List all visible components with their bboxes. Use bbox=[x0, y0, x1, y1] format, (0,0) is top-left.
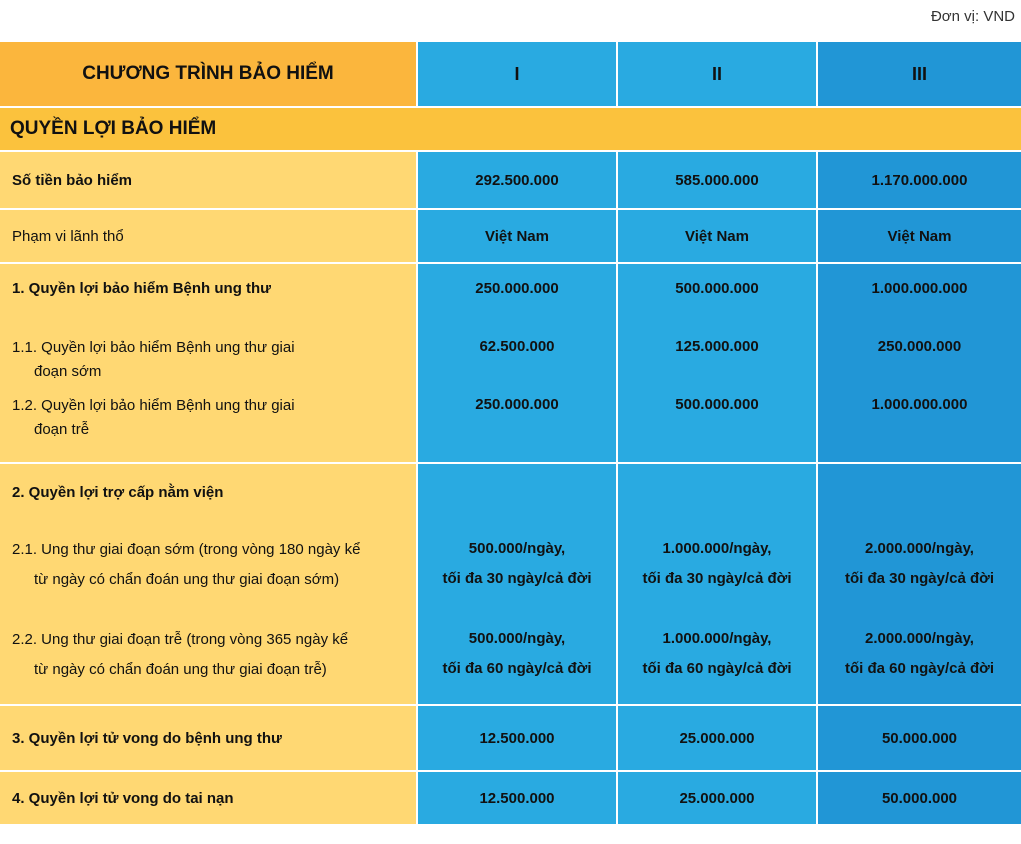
value-line: 1.000.000/ngày, bbox=[662, 540, 772, 557]
value-line: 500.000/ngày, bbox=[468, 540, 566, 557]
sub-label-line: 1.2. Quyền lợi bảo hiểm Bệnh ung thư giai bbox=[12, 397, 295, 414]
value-cell: 12.500.000 bbox=[418, 772, 618, 824]
table-row bbox=[0, 152, 1021, 210]
value-column bbox=[818, 264, 1021, 462]
value-line: 1.000.000/ngày, bbox=[662, 630, 772, 647]
value-column bbox=[418, 264, 618, 462]
value-column bbox=[818, 464, 1021, 704]
value-cell: 250.000.000 bbox=[475, 396, 559, 413]
unit-label: Đơn vị: VND bbox=[930, 8, 1015, 25]
value-column bbox=[618, 264, 818, 462]
plan-header-3: III bbox=[818, 42, 1021, 106]
value-cell: 250.000.000 bbox=[877, 338, 962, 355]
plan-header-1: I bbox=[418, 42, 618, 106]
row-label: Số tiền bảo hiểm bbox=[0, 152, 418, 208]
hospital-labels bbox=[0, 464, 418, 704]
value-cell: 500.000.000 bbox=[675, 396, 759, 413]
value-cell: 1.170.000.000 bbox=[818, 152, 1021, 208]
sub-label-line: từ ngày có chẩn đoán ung thư giai đoạn sớm) bbox=[34, 571, 340, 588]
section-band bbox=[0, 108, 1021, 152]
value-cell: Việt Nam bbox=[818, 210, 1021, 262]
table-row bbox=[0, 706, 1021, 772]
value-line: tối đa 30 ngày/cả đời bbox=[442, 570, 592, 587]
row-label: 3. Quyền lợi tử vong do bệnh ung thư bbox=[0, 706, 418, 770]
sub-label-2-2 bbox=[0, 628, 422, 682]
value-cell: Việt Nam bbox=[418, 210, 618, 262]
value-cell: 250.000.000 bbox=[475, 280, 559, 297]
value-line: tối đa 30 ngày/cả đời bbox=[844, 570, 995, 587]
value-cell: 50.000.000 bbox=[818, 706, 1021, 770]
value-cell bbox=[618, 534, 816, 594]
plan-header-2: II bbox=[618, 42, 818, 106]
value-cell: 25.000.000 bbox=[618, 772, 818, 824]
value-column bbox=[418, 464, 618, 704]
table-row-hospital bbox=[0, 464, 1021, 706]
value-cell: 25.000.000 bbox=[618, 706, 818, 770]
value-line: 2.000.000/ngày, bbox=[865, 630, 974, 647]
sub-label-line: 2.2. Ung thư giai đoạn trễ (trong vòng 365 ngày kể bbox=[12, 631, 349, 648]
value-cell: 585.000.000 bbox=[618, 152, 818, 208]
value-line: tối đa 60 ngày/cả đời bbox=[844, 660, 995, 677]
sub-label-line: 2.1. Ung thư giai đoạn sớm (trong vòng 180 ngày kể bbox=[12, 541, 361, 558]
value-cell: 62.500.000 bbox=[479, 338, 555, 355]
sub-label-line: 1.1. Quyền lợi bảo hiểm Bệnh ung thư giai bbox=[12, 339, 295, 356]
value-cell bbox=[618, 624, 816, 684]
row-label: 2. Quyền lợi trợ cấp nằm viện bbox=[12, 484, 224, 501]
value-cell: 50.000.000 bbox=[818, 772, 1021, 824]
value-line: tối đa 30 ngày/cả đời bbox=[642, 570, 792, 587]
value-cell: 292.500.000 bbox=[418, 152, 618, 208]
value-line: tối đa 60 ngày/cả đời bbox=[642, 660, 792, 677]
sub-label-line: đoạn trễ bbox=[34, 421, 90, 438]
sub-label-line: đoạn sớm bbox=[34, 363, 102, 380]
value-line: 500.000/ngày, bbox=[468, 630, 566, 647]
table-header bbox=[0, 42, 1021, 108]
sub-label-1-1 bbox=[0, 336, 422, 384]
benefits-table bbox=[0, 42, 1021, 824]
sub-label-line: từ ngày có chẩn đoán ung thư giai đoạn trễ) bbox=[34, 661, 327, 678]
program-header: CHƯƠNG TRÌNH BẢO HIỂM bbox=[0, 42, 418, 106]
value-cell bbox=[818, 624, 1021, 684]
row-label: 1. Quyền lợi bảo hiểm Bệnh ung thư bbox=[12, 280, 272, 297]
value-cell: Việt Nam bbox=[618, 210, 818, 262]
value-cell bbox=[418, 624, 616, 684]
row-label: Phạm vi lãnh thổ bbox=[0, 210, 418, 262]
value-cell bbox=[818, 534, 1021, 594]
cancer-labels bbox=[0, 264, 418, 462]
value-cell bbox=[418, 534, 616, 594]
value-line: tối đa 60 ngày/cả đời bbox=[442, 660, 592, 677]
value-line: 2.000.000/ngày, bbox=[865, 540, 974, 557]
value-cell: 1.000.000.000 bbox=[871, 280, 968, 297]
value-cell: 1.000.000.000 bbox=[871, 396, 968, 413]
section-title: QUYỀN LỢI BẢO HIỂM bbox=[10, 118, 217, 139]
row-label: 4. Quyền lợi tử vong do tai nạn bbox=[0, 772, 418, 824]
sub-label-2-1 bbox=[0, 538, 422, 592]
table-row-cancer bbox=[0, 264, 1021, 464]
value-cell: 500.000.000 bbox=[675, 280, 759, 297]
sub-label-1-2 bbox=[0, 394, 422, 442]
table-row bbox=[0, 210, 1021, 264]
value-cell: 125.000.000 bbox=[675, 338, 759, 355]
value-cell: 12.500.000 bbox=[418, 706, 618, 770]
value-column bbox=[618, 464, 818, 704]
table-row bbox=[0, 772, 1021, 824]
